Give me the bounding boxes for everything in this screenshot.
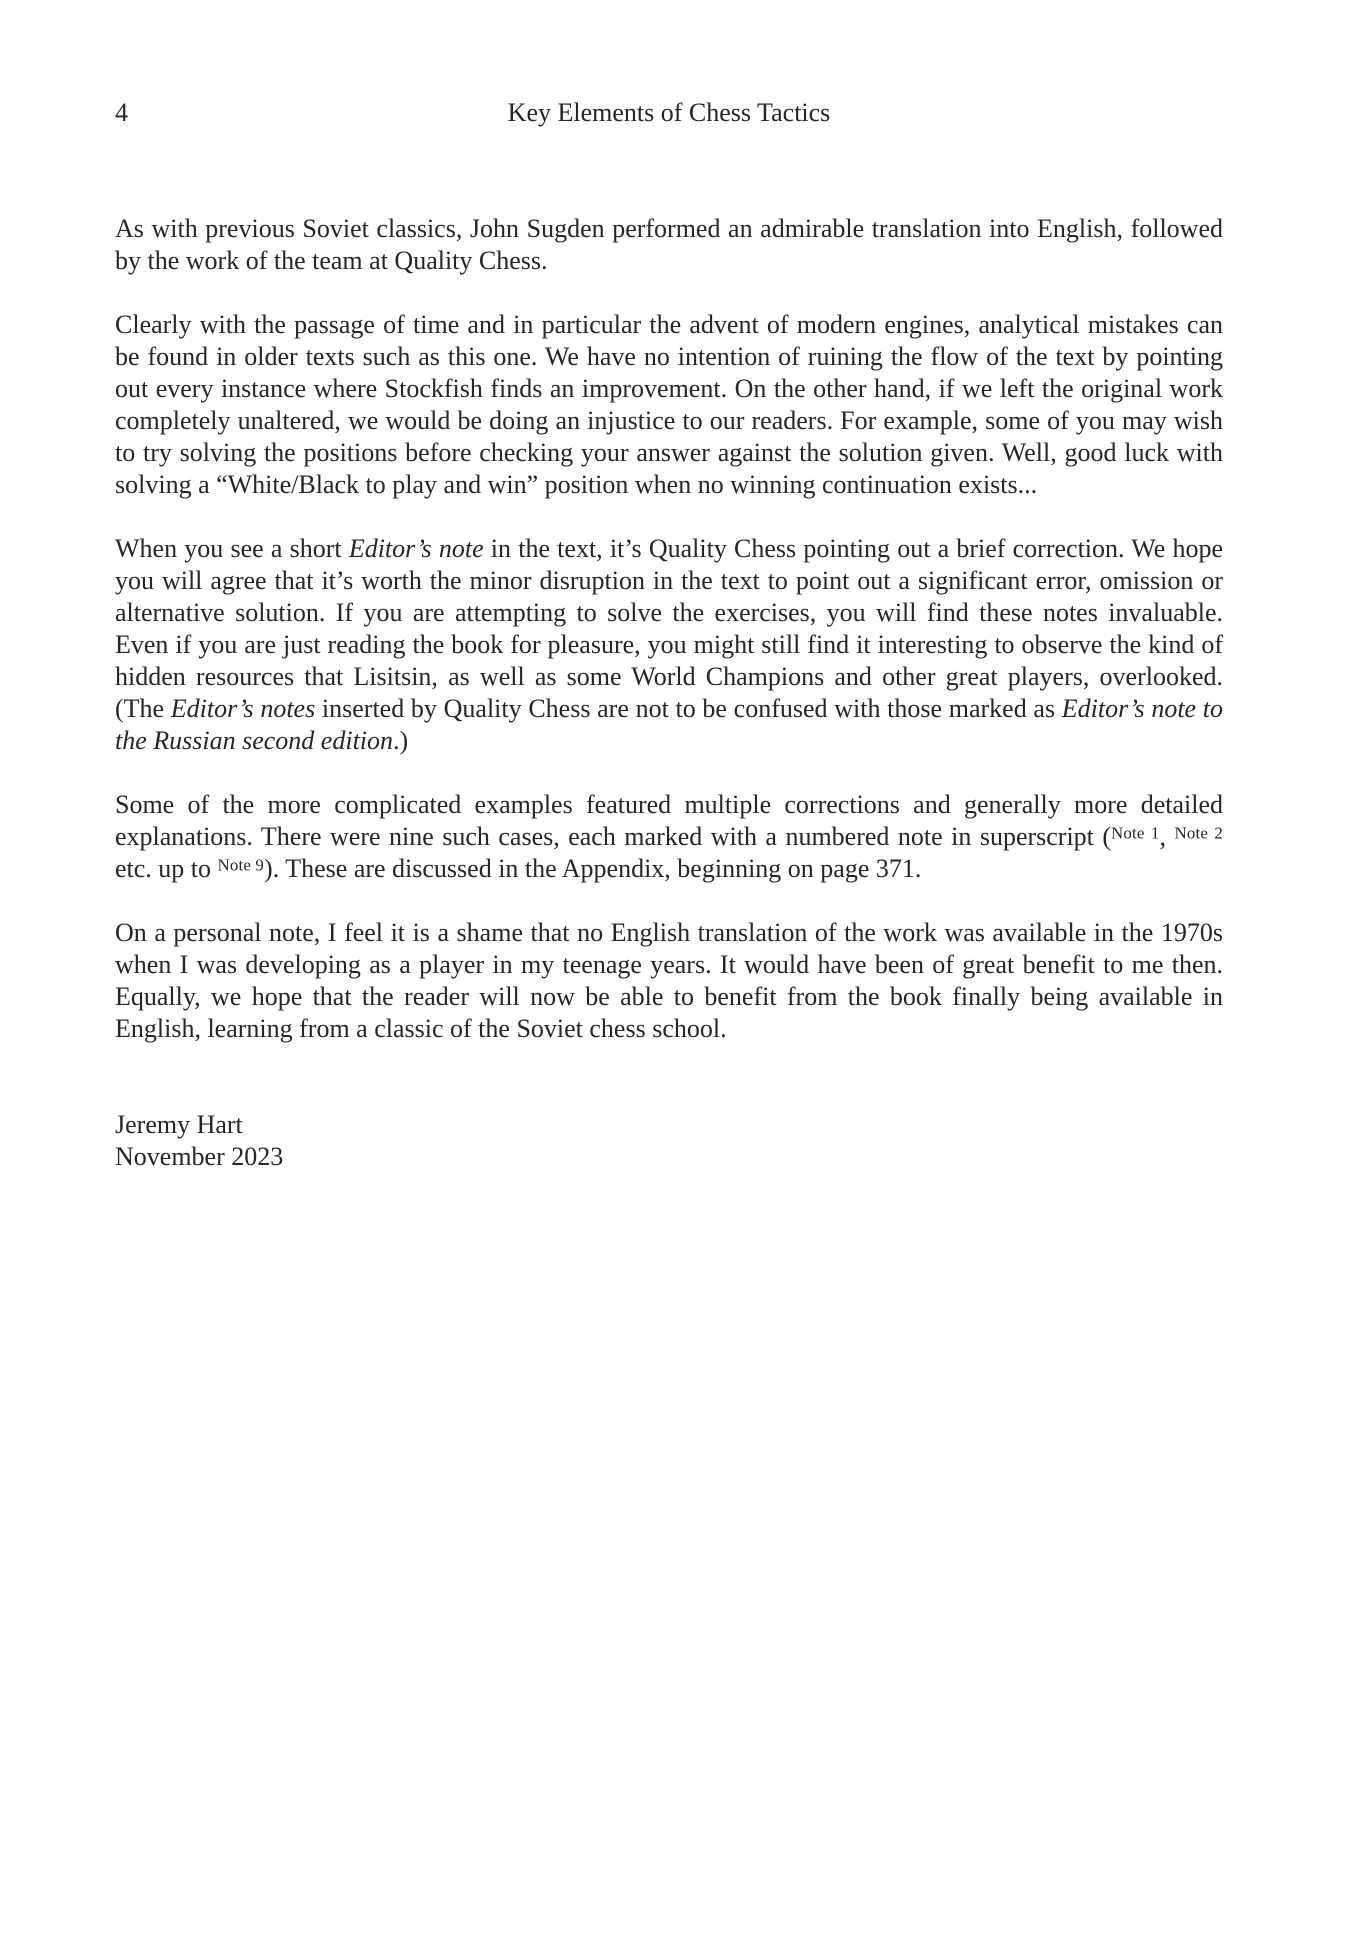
running-header [115,97,1223,129]
paragraph: Clearly with the passage of time and in particular the advent of modern engines, analytical mistakes can be found in older texts such as this one. We have no intention of ruining the flow of the text by pointing out every instance where Stockfish finds an improvement. On the other hand, if we left the original work completely unaltered, we would be doing an injustice to our readers. For example, some of you may wish to try solving the positions before checking your answer against the solution given. Well, good luck with solving a “White/Black to play and win” position when no winning continuation exists... [115,310,1223,499]
page-number: 4 [115,98,128,127]
preface-body [115,213,1223,1045]
signature-date: November 2023 [115,1142,284,1171]
paragraph: When you see a short Editor’s note in the text, it’s Quality Chess pointing out a brief correction. We hope you will agree that it’s worth the minor disruption in the text to point out a significant error, omission or alternative solution. If you are attempting to solve the exercises, you will find these notes invaluable. Even if you are just reading the book for pleasure, you might still find it interesting to observe the kind of hidden resources that Lisitsin, as well as some World Champions and other great players, overlooked. (The Editor’s notes inserted by Quality Chess are not to be confused with those marked as Editor’s note to the Russian second edition.) [115,534,1224,755]
paragraph: Some of the more complicated examples featured multiple corrections and generally more detailed explanations. There were nine such cases, each marked with a numbered note in superscript ($^{Note 1}$, $^{Note 2}$ etc. up to $^{Note 9}$). These are discussed in the Appendix, beginning on page 371. [115,790,1224,883]
page-content [115,97,1223,1173]
signature-name: Jeremy Hart [115,1110,243,1139]
paragraph: On a personal note, I feel it is a shame that no English translation of the work was available in the 1970s when I was developing as a player in my teenage years. It would have been of great benefit to me then. Equally, we hope that the reader will now be able to benefit from the book finally being available in English, learning from a classic of the Soviet chess school. [115,918,1223,1043]
running-title: Key Elements of Chess Tactics [507,98,831,127]
paragraph: As with previous Soviet classics, John Sugden performed an admirable translation into English, followed by the work of the team at Quality Chess. [115,214,1223,275]
signature-block [115,1109,1223,1173]
